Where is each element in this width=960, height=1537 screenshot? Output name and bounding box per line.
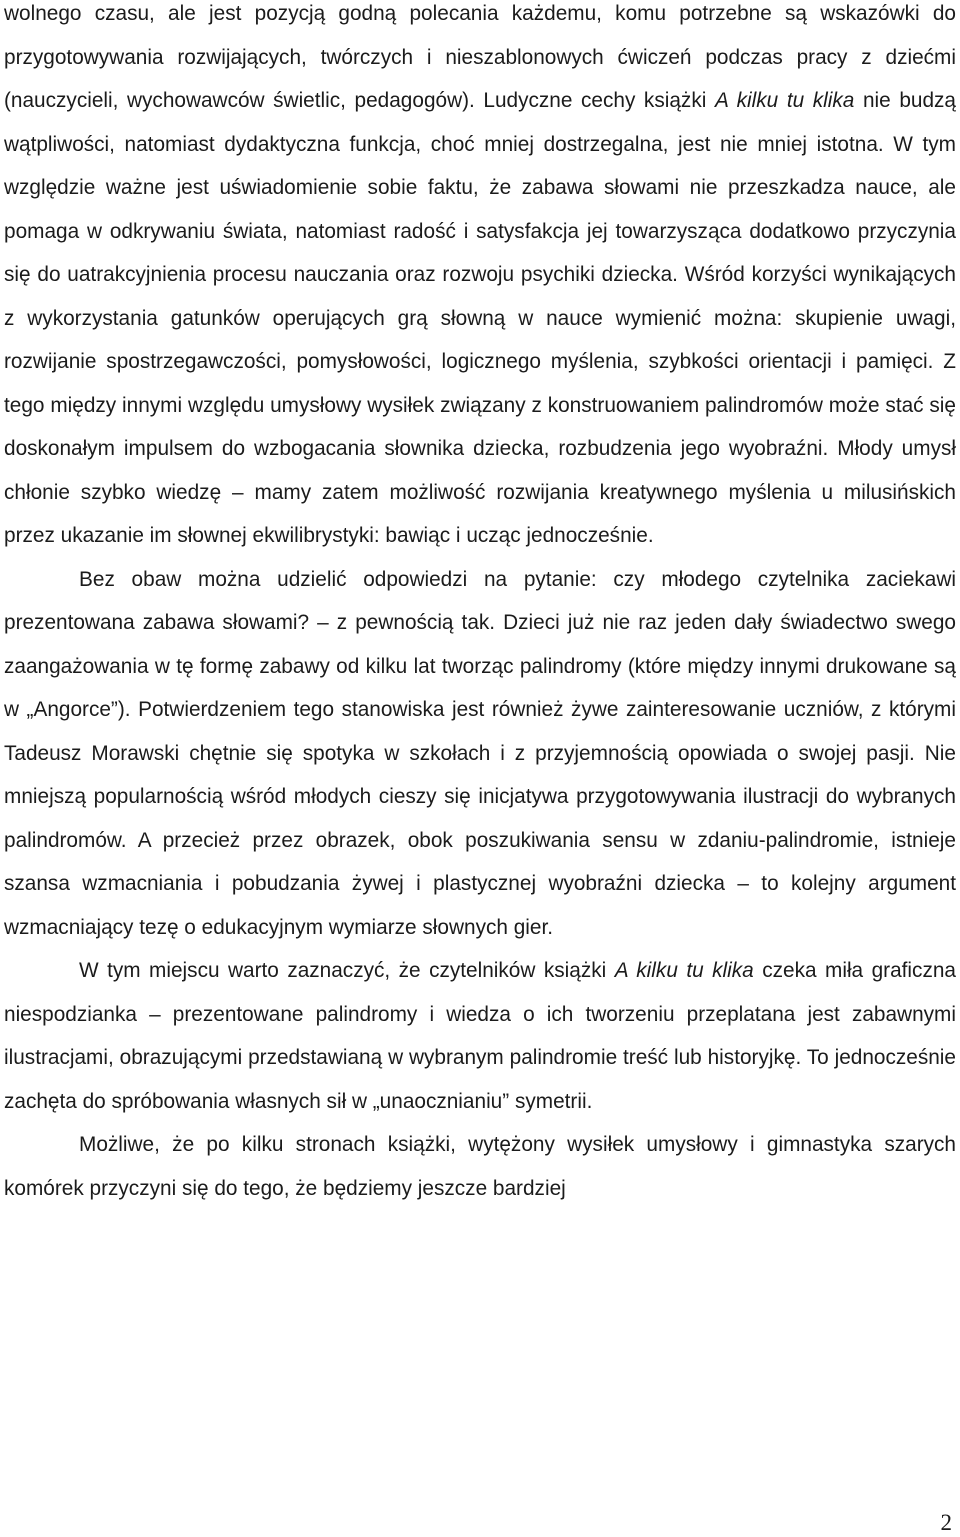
page-number: 2 xyxy=(940,1510,952,1535)
book-title-italic: A kilku tu klika xyxy=(714,89,855,112)
document-page xyxy=(4,0,956,1210)
paragraph-text: Bez obaw można udzielić odpowiedzi na pytanie: czy młodego czytelnika zaciekawi prezentowana zabawa słowami? – z pewnością tak. Dzieci już nie raz jeden dały świadectwo swego zaangażowania w tę formę zabawy od kilku lat tworząc palindromy (które między innymi drukowane są w „Angorce”). Potwierdzeniem tego stanowiska jest również żywe zainteresowanie uczniów, z którymi Tadeusz Morawski chętnie się spotyka w szkołach i z przyjemnością opowiada o swojej pasji. Nie mniejszą popularnością wśród młodych cieszy się inicjatywa przygotowywania ilustracji do wybranych palindromów. A przecież przez obrazek, obok poszukiwania sensu w zdaniu-palindromie, istnieje szansa wzmacniania i pobudzania żywej i plastycznej wyobraźni dziecka – to kolejny argument wzmacniający tezę o edukacyjnym wymiarze słownych gier. xyxy=(4,567,956,939)
body-text xyxy=(4,0,956,1210)
paragraph-text: Możliwe, że po kilku stronach książki, wytężony wysiłek umysłowy i gimnastyka szarych komórek przyczyni się do tego, że będziemy jeszcze bardziej xyxy=(4,1133,956,1200)
paragraph-text: wolnego czasu, ale jest pozycją godną polecania każdemu, komu potrzebne są wskazówki do przygotowywania rozwijających, twórczych i nieszablonowych ćwiczeń podczas pracy z dziećmi (nauczycieli, wychowawców świetlic, pedagogów). Ludyczne cechy książki xyxy=(4,2,956,112)
paragraph-2 xyxy=(4,558,956,950)
paragraph-text: W tym miejscu warto zaznaczyć, że czytelników książki xyxy=(79,959,615,982)
paragraph-4 xyxy=(4,1123,956,1210)
book-title-italic: A kilku tu klika xyxy=(614,959,754,982)
paragraph-text: czeka miła graficzna niespodzianka – prezentowane palindromy i wiedza o ich tworzeniu przeplatana jest zabawnymi ilustracjami, obrazującymi przedstawianą w wybranym palindromie treść lub historyjkę. To jednocześnie zachęta do spróbowania własnych sił w „unaocznianiu” symetrii. xyxy=(4,959,956,1113)
paragraph-3 xyxy=(4,949,956,1123)
paragraph-1 xyxy=(4,0,956,558)
paragraph-text: nie budzą wątpliwości, natomiast dydaktyczna funkcja, choć mniej dostrzegalna, jest nie mniej istotna. W tym względzie ważne jest uświadomienie sobie faktu, że zabawa słowami nie przeszkadza nauce, ale pomaga w odkrywaniu świata, natomiast radość i satysfakcja jej towarzysząca dodatkowo przyczynia się do uatrakcyjnienia procesu nauczania oraz rozwoju psychiki dziecka. Wśród korzyści wynikających z wykorzystania gatunków operujących grą słowną w nauce wymienić można: skupienie uwagi, rozwijanie spostrzegawczości, pomysłowości, logicznego myślenia, szybkości orientacji i pamięci. Z tego między innymi względu umysłowy wysiłek związany z konstruowaniem palindromów może stać się doskonałym impulsem do wzbogacania słownika dziecka, rozbudzenia jego wyobraźni. Młody umysł chłonie szybko wiedzę – mamy zatem możliwość rozwijania kreatywnego myślenia u milusińskich przez ukazanie im słownej ekwilibrystyki: bawiąc i ucząc jednocześnie. xyxy=(4,89,956,547)
